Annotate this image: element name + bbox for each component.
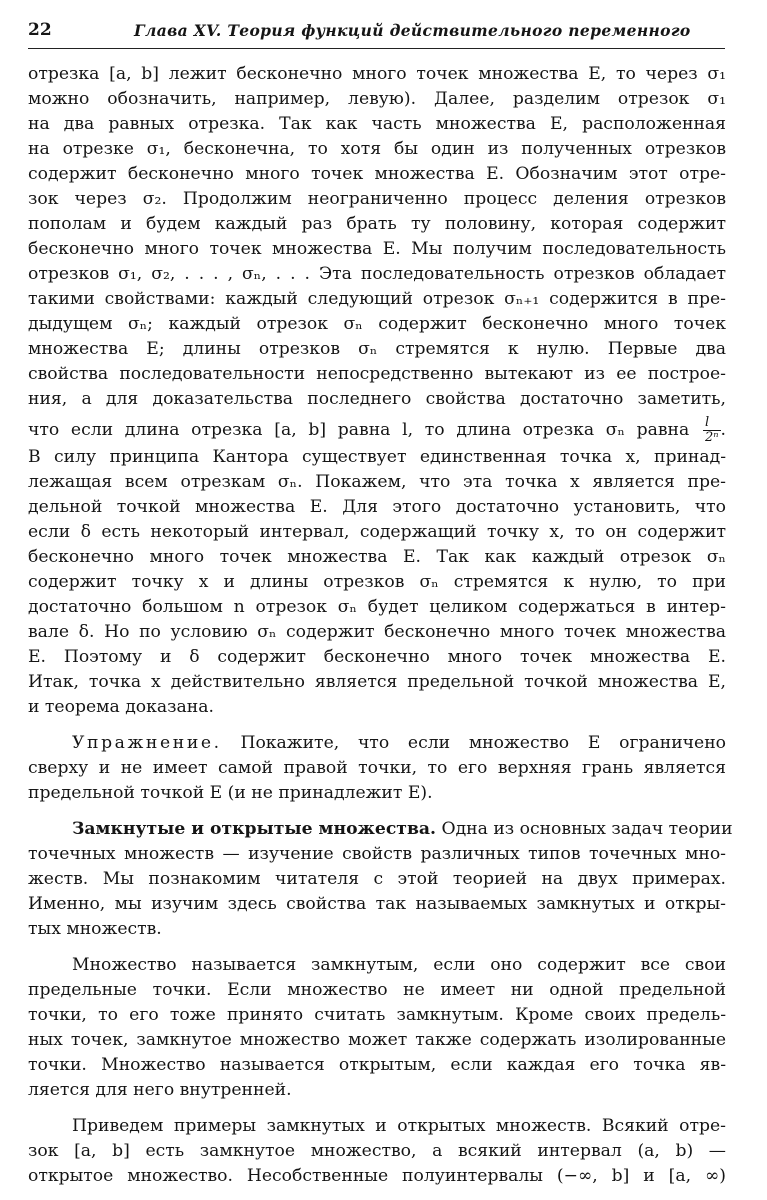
text-line: дельной точкой множества E. Для этого достаточно установить, что — [28, 497, 726, 517]
fraction-denominator: 2ⁿ — [704, 430, 719, 445]
running-header — [28, 18, 725, 49]
text-line: пополам и будем каждый раз брать ту половину, которая содержит — [28, 214, 726, 234]
text-line: точки, то его тоже принято считать замкнутым. Кроме своих предель- — [28, 1005, 726, 1025]
text-line: Множество называется замкнутым, если оно содержит все свои — [72, 955, 726, 975]
text-line: ных точек, замкнутое множество может также содержать изолированные — [28, 1030, 726, 1050]
section-heading-line — [28, 817, 733, 842]
text-fragment: Покажите, что если множество E ограничено — [240, 733, 727, 753]
text-line: множества E; длины отрезков σₙ стремятся к нулю. Первые два — [28, 339, 726, 359]
text-line: лежащая всем отрезкам σₙ. Покажем, что эта точка x является пре- — [28, 472, 726, 492]
text-line: точечных множеств — изучение свойств различных типов точечных мно- — [28, 844, 726, 864]
exercise-line — [28, 731, 726, 756]
fraction-numerator: l — [703, 416, 721, 431]
text-line: точки. Множество называется открытым, если каждая его точка яв- — [28, 1055, 726, 1075]
text-line: Итак, точка x действительно является предельной точкой множества E, — [28, 672, 726, 692]
text-line: достаточно большом n отрезок σₙ будет целиком содержаться в интер- — [28, 597, 726, 617]
exercise-label: Упражнение. — [72, 733, 222, 753]
text-line: свойства последовательности непосредственно вытекают из ее построе- — [28, 364, 726, 384]
text-line: на два равных отрезка. Так как часть множества E, расположенная — [28, 114, 726, 134]
text-line: В силу принципа Кантора существует единственная точка x, принад- — [28, 447, 726, 467]
text-line: открытое множество. Несобственные полуинтервалы (−∞, b] и [a, ∞) — [28, 1166, 726, 1186]
text-line: ния, а для доказательства последнего свойства достаточно заметить, — [28, 389, 726, 409]
text-line: отрезков σ₁, σ₂, . . . , σₙ, . . . Эта последовательность отрезков обладает — [28, 264, 726, 284]
text-line: содержит точку x и длины отрезков σₙ стремятся к нулю, то при — [28, 572, 726, 592]
text-line: предельной точкой E (и не принадлежит E). — [28, 783, 433, 803]
text-line-with-fraction — [28, 412, 726, 445]
text-line: ляется для него внутренней. — [28, 1080, 292, 1100]
text-fragment: . — [720, 420, 726, 440]
text-line: и теорема доказана. — [28, 697, 214, 717]
text-line: можно обозначить, например, левую). Далее, разделим отрезок σ₁ — [28, 89, 726, 109]
section-title: Замкнутые и открытые множества. — [72, 819, 437, 839]
text-fragment: что если длина отрезка [a, b] равна l, то длина отрезка σₙ равна — [28, 420, 690, 440]
text-line: вале δ. Но по условию σₙ содержит бесконечно много точек множества — [28, 622, 726, 642]
text-line: бесконечно много точек множества E. Так как каждый отрезок σₙ — [28, 547, 726, 567]
text-line: дыдущем σₙ; каждый отрезок σₙ содержит бесконечно много точек — [28, 314, 726, 334]
text-fragment: Одна из основных задач теории — [441, 819, 733, 839]
chapter-title: Глава XV. Теория функций действительного переменного — [134, 21, 691, 40]
text-line: зок [a, b] есть замкнутое множество, а всякий интервал (a, b) — — [28, 1141, 726, 1161]
text-line: предельные точки. Если множество не имеет ни одной предельной — [28, 980, 726, 1000]
text-line: на отрезке σ₁, бесконечна, то хотя бы один из полученных отрезков — [28, 139, 726, 159]
fraction — [703, 416, 721, 445]
text-line: жеств. Мы познакомим читателя с этой теорией на двух примерах. — [28, 869, 726, 889]
text-line: Приведем примеры замкнутых и открытых множеств. Всякий отре- — [72, 1116, 726, 1136]
page-number: 22 — [28, 20, 52, 40]
text-line: зок через σ₂. Продолжим неограниченно процесс деления отрезков — [28, 189, 726, 209]
text-line: такими свойствами: каждый следующий отрезок σₙ₊₁ содержится в пре- — [28, 289, 726, 309]
text-line: E. Поэтому и δ содержит бесконечно много точек множества E. — [28, 647, 726, 667]
text-line: бесконечно много точек множества E. Мы получим последовательность — [28, 239, 726, 259]
text-line: если δ есть некоторый интервал, содержащий точку x, то он содержит — [28, 522, 726, 542]
text-line: сверху и не имеет самой правой точки, то его верхняя грань является — [28, 758, 726, 778]
text-line: содержит бесконечно много точек множества E. Обозначим этот отре- — [28, 164, 726, 184]
text-line: тых множеств. — [28, 919, 162, 939]
text-line: Именно, мы изучим здесь свойства так называемых замкнутых и откры- — [28, 894, 726, 914]
text-line: отрезка [a, b] лежит бесконечно много точек множества E, то через σ₁ — [28, 64, 726, 84]
page-body — [28, 62, 733, 1189]
